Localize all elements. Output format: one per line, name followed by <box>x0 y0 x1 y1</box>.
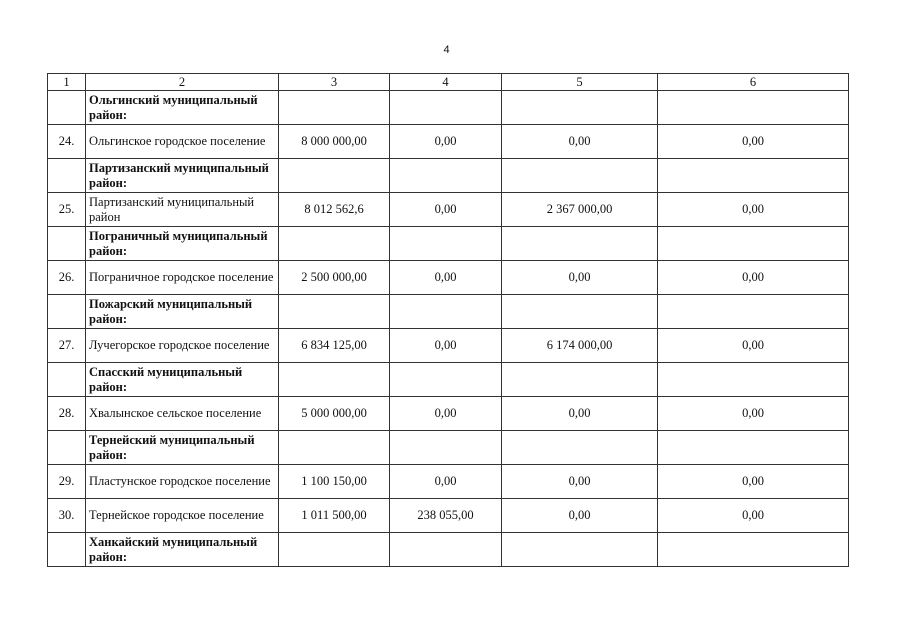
cell-col-3 <box>279 91 390 125</box>
cell-col-5 <box>502 533 658 567</box>
settlement-name: Пограничное городское поселение <box>86 261 279 295</box>
cell-number <box>48 295 86 329</box>
district-name: Спасский муниципальный район: <box>86 363 279 397</box>
cell-col-3: 6 834 125,00 <box>279 329 390 363</box>
district-name: Партизанский муниципальный район: <box>86 159 279 193</box>
cell-col-3 <box>279 431 390 465</box>
cell-col-5: 0,00 <box>502 397 658 431</box>
cell-col-4 <box>390 431 502 465</box>
cell-col-5: 0,00 <box>502 499 658 533</box>
cell-number <box>48 431 86 465</box>
district-name: Тернейский муниципальный район: <box>86 431 279 465</box>
cell-col-4 <box>390 159 502 193</box>
cell-col-6 <box>658 227 849 261</box>
cell-number <box>48 227 86 261</box>
cell-col-5: 6 174 000,00 <box>502 329 658 363</box>
cell-col-3 <box>279 295 390 329</box>
table-row-district <box>48 363 849 397</box>
cell-col-4 <box>390 533 502 567</box>
cell-number: 30. <box>48 499 86 533</box>
cell-number <box>48 91 86 125</box>
settlement-name: Лучегорское городское поселение <box>86 329 279 363</box>
table-row <box>48 465 849 499</box>
cell-col-4: 0,00 <box>390 261 502 295</box>
cell-col-3: 8 012 562,6 <box>279 193 390 227</box>
header-col-4: 4 <box>390 74 502 91</box>
settlement-name: Пластунское городское поселение <box>86 465 279 499</box>
cell-col-3: 1 011 500,00 <box>279 499 390 533</box>
cell-number: 27. <box>48 329 86 363</box>
cell-number: 28. <box>48 397 86 431</box>
cell-col-4 <box>390 295 502 329</box>
cell-col-5: 0,00 <box>502 465 658 499</box>
table-row-district <box>48 431 849 465</box>
table-row-district <box>48 227 849 261</box>
cell-col-3: 2 500 000,00 <box>279 261 390 295</box>
cell-col-4: 0,00 <box>390 125 502 159</box>
district-name: Ханкайский муниципальный район: <box>86 533 279 567</box>
cell-number <box>48 533 86 567</box>
header-row <box>48 74 849 91</box>
cell-col-3 <box>279 159 390 193</box>
cell-col-5 <box>502 431 658 465</box>
cell-col-6 <box>658 159 849 193</box>
header-col-1: 1 <box>48 74 86 91</box>
cell-col-5 <box>502 159 658 193</box>
cell-col-3 <box>279 533 390 567</box>
cell-col-6 <box>658 363 849 397</box>
cell-col-6 <box>658 91 849 125</box>
cell-col-5: 2 367 000,00 <box>502 193 658 227</box>
cell-col-6: 0,00 <box>658 397 849 431</box>
cell-col-6: 0,00 <box>658 499 849 533</box>
cell-col-3: 5 000 000,00 <box>279 397 390 431</box>
cell-number: 29. <box>48 465 86 499</box>
cell-col-6: 0,00 <box>658 465 849 499</box>
district-name: Пограничный муниципальный район: <box>86 227 279 261</box>
cell-col-5: 0,00 <box>502 261 658 295</box>
header-col-2: 2 <box>86 74 279 91</box>
settlement-name: Партизанский муниципальный район <box>86 193 279 227</box>
header-col-6: 6 <box>658 74 849 91</box>
cell-col-6: 0,00 <box>658 193 849 227</box>
cell-col-4 <box>390 363 502 397</box>
cell-col-3 <box>279 363 390 397</box>
cell-number <box>48 363 86 397</box>
table-row-district <box>48 159 849 193</box>
budget-table <box>47 73 849 567</box>
table-row <box>48 329 849 363</box>
cell-col-3: 8 000 000,00 <box>279 125 390 159</box>
cell-number: 24. <box>48 125 86 159</box>
cell-col-6: 0,00 <box>658 261 849 295</box>
cell-col-5 <box>502 91 658 125</box>
header-col-3: 3 <box>279 74 390 91</box>
cell-col-4 <box>390 227 502 261</box>
cell-col-6: 0,00 <box>658 125 849 159</box>
table-row <box>48 261 849 295</box>
page-number: 4 <box>443 44 450 56</box>
cell-col-3 <box>279 227 390 261</box>
cell-number <box>48 159 86 193</box>
table-row <box>48 397 849 431</box>
cell-col-6 <box>658 295 849 329</box>
cell-col-4: 0,00 <box>390 329 502 363</box>
cell-col-5: 0,00 <box>502 125 658 159</box>
table-row-district <box>48 91 849 125</box>
cell-col-4: 0,00 <box>390 193 502 227</box>
header-col-5: 5 <box>502 74 658 91</box>
cell-col-4: 0,00 <box>390 465 502 499</box>
table-row <box>48 125 849 159</box>
table-row <box>48 499 849 533</box>
cell-col-5 <box>502 363 658 397</box>
district-name: Пожарский муниципальный район: <box>86 295 279 329</box>
district-name: Ольгинский муниципальный район: <box>86 91 279 125</box>
settlement-name: Ольгинское городское поселение <box>86 125 279 159</box>
cell-col-3: 1 100 150,00 <box>279 465 390 499</box>
table-header <box>48 74 849 91</box>
settlement-name: Хвалынское сельское поселение <box>86 397 279 431</box>
cell-number: 26. <box>48 261 86 295</box>
cell-col-4 <box>390 91 502 125</box>
cell-col-4: 238 055,00 <box>390 499 502 533</box>
table-body <box>48 91 849 567</box>
cell-col-6 <box>658 431 849 465</box>
cell-col-6 <box>658 533 849 567</box>
table-row-district <box>48 295 849 329</box>
cell-number: 25. <box>48 193 86 227</box>
settlement-name: Тернейское городское поселение <box>86 499 279 533</box>
cell-col-6: 0,00 <box>658 329 849 363</box>
table-row-district <box>48 533 849 567</box>
cell-col-5 <box>502 295 658 329</box>
cell-col-5 <box>502 227 658 261</box>
cell-col-4: 0,00 <box>390 397 502 431</box>
table-row <box>48 193 849 227</box>
